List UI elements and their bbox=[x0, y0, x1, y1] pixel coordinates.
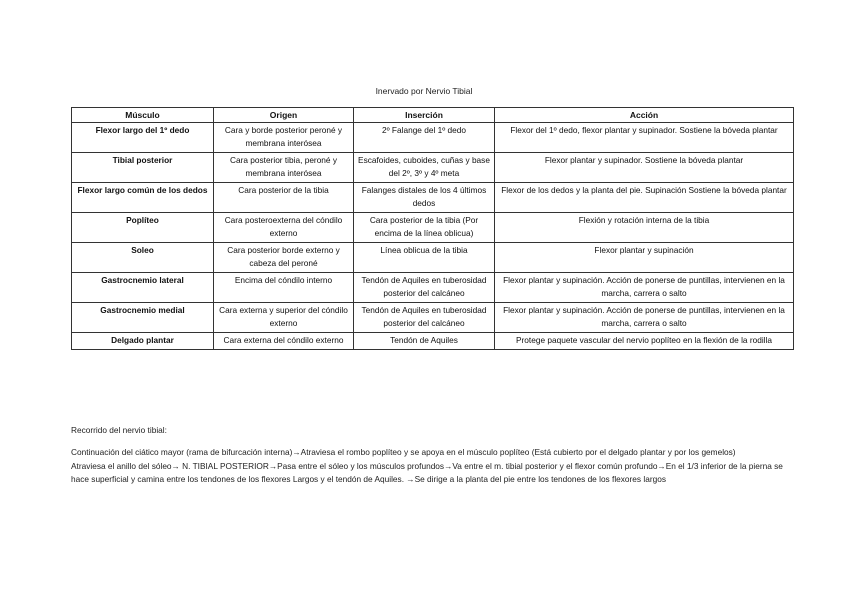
cell-origin: Cara posterior borde externo y cabeza del peroné bbox=[214, 243, 354, 273]
cell-muscle: Flexor largo del 1º dedo bbox=[72, 123, 214, 153]
cell-action: Flexor plantar y supinación bbox=[495, 243, 794, 273]
cell-action: Flexor plantar y supinación. Acción de ponerse de puntillas, intervienen en la marcha, carrera o salto bbox=[495, 273, 794, 303]
cell-action: Flexor de los dedos y la planta del pie. Supinación Sostiene la bóveda plantar bbox=[495, 183, 794, 213]
table-header-row bbox=[72, 108, 794, 123]
table-row bbox=[72, 123, 794, 153]
cell-action: Flexor plantar y supinación. Acción de ponerse de puntillas, intervienen en la marcha, carrera o salto bbox=[495, 303, 794, 333]
nerve-path-section bbox=[71, 424, 793, 487]
cell-insertion: 2º Falange del 1º dedo bbox=[354, 123, 495, 153]
cell-muscle: Gastrocnemio medial bbox=[72, 303, 214, 333]
cell-insertion: Escafoides, cuboides, cuñas y base del 2º, 3º y 4º meta bbox=[354, 153, 495, 183]
document-title: Inervado por Nervio Tibial bbox=[375, 86, 473, 96]
cell-muscle: Poplíteo bbox=[72, 213, 214, 243]
nerve-path-paragraph-1: Continuación del ciático mayor (rama de bifurcación interna)→Atraviesa el rombo poplíteo y se apoya en el músculo poplíteo (Está cubierto por el delgado plantar y por los gemelos) bbox=[71, 447, 736, 458]
cell-muscle: Tibial posterior bbox=[72, 153, 214, 183]
table-row bbox=[72, 333, 794, 350]
cell-action: Flexor plantar y supinador. Sostiene la bóveda plantar bbox=[495, 153, 794, 183]
cell-origin: Encima del cóndilo interno bbox=[214, 273, 354, 303]
cell-action: Flexión y rotación interna de la tibia bbox=[495, 213, 794, 243]
cell-insertion: Tendón de Aquiles en tuberosidad posterior del calcáneo bbox=[354, 303, 495, 333]
cell-origin: Cara y borde posterior peroné y membrana interósea bbox=[214, 123, 354, 153]
table-row bbox=[72, 183, 794, 213]
table-row bbox=[72, 273, 794, 303]
cell-origin: Cara posterior de la tibia bbox=[214, 183, 354, 213]
header-insercion: Inserción bbox=[354, 108, 495, 123]
nerve-path-heading: Recorrido del nervio tibial: bbox=[71, 425, 167, 435]
header-origen: Origen bbox=[214, 108, 354, 123]
cell-insertion: Cara posterior de la tibia (Por encima de la línea oblicua) bbox=[354, 213, 495, 243]
cell-origin: Cara externa y superior del cóndilo externo bbox=[214, 303, 354, 333]
cell-origin: Cara posterior tibia, peroné y membrana interósea bbox=[214, 153, 354, 183]
cell-insertion: Línea oblicua de la tibia bbox=[354, 243, 495, 273]
header-accion: Acción bbox=[495, 108, 794, 123]
cell-action: Flexor del 1º dedo, flexor plantar y supinador. Sostiene la bóveda plantar bbox=[495, 123, 794, 153]
table-row bbox=[72, 213, 794, 243]
cell-insertion: Tendón de Aquiles en tuberosidad posterior del calcáneo bbox=[354, 273, 495, 303]
table-row bbox=[72, 303, 794, 333]
cell-origin: Cara externa del cóndilo externo bbox=[214, 333, 354, 350]
cell-muscle: Soleo bbox=[72, 243, 214, 273]
cell-muscle: Flexor largo común de los dedos bbox=[72, 183, 214, 213]
cell-origin: Cara posteroexterna del cóndilo externo bbox=[214, 213, 354, 243]
cell-muscle: Delgado plantar bbox=[72, 333, 214, 350]
cell-muscle: Gastrocnemio lateral bbox=[72, 273, 214, 303]
cell-insertion: Falanges distales de los 4 últimos dedos bbox=[354, 183, 495, 213]
cell-action: Protege paquete vascular del nervio poplíteo en la flexión de la rodilla bbox=[495, 333, 794, 350]
cell-insertion: Tendón de Aquiles bbox=[354, 333, 495, 350]
table-row bbox=[72, 153, 794, 183]
table-row bbox=[72, 243, 794, 273]
nerve-path-paragraph-2: Atraviesa el anillo del sóleo→ N. TIBIAL POSTERIOR→Pasa entre el sóleo y los músculos profundos→Va entre el m. tibial posterior y el flexor común profundo→En el 1/3 inferior de la pierna se hace superficial y camina entre los tendones de los flexores Largos y el tendón de Aquiles. →Se dirige a la planta del pie entre los tendones de los flexores largos bbox=[71, 460, 783, 485]
header-musculo: Músculo bbox=[72, 108, 214, 123]
muscle-table bbox=[71, 107, 794, 350]
